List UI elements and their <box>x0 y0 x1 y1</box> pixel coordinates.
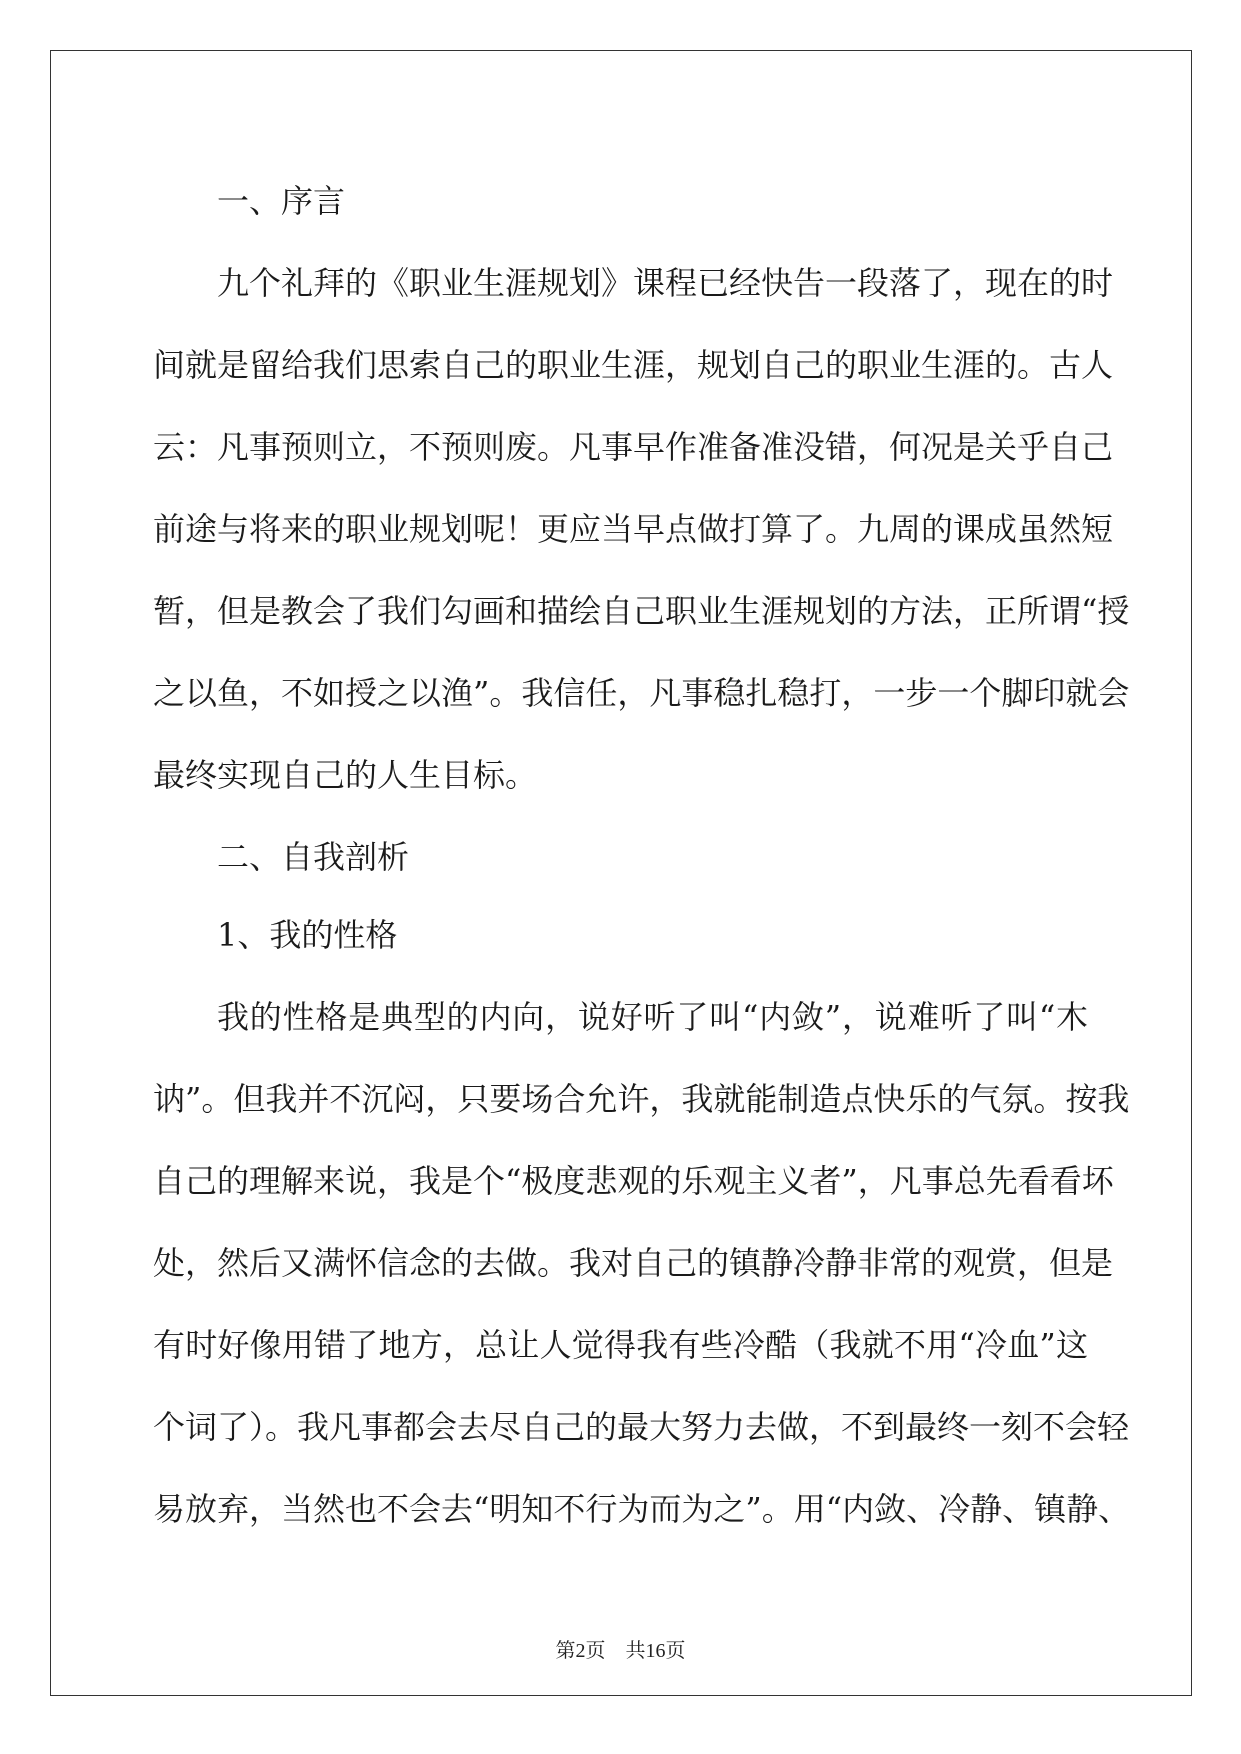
paragraph-line: 暂，但是教会了我们勾画和描绘自己职业生涯规划的方法，正所谓“授 <box>153 592 1130 630</box>
document-body <box>153 160 1131 1550</box>
subheading-personality: 1、我的性格 <box>217 916 398 954</box>
paragraph-line: 云：凡事预则立，不预则废。凡事早作准备准没错，何况是关乎自己 <box>153 428 1114 466</box>
heading-preface: 一、序言 <box>217 182 346 220</box>
paragraph-line: 我的性格是典型的内向，说好听了叫“内敛”，说难听了叫“木 <box>217 998 1088 1036</box>
paragraph-line: 自己的理解来说，我是个“极度悲观的乐观主义者”，凡事总先看看坏 <box>153 1162 1114 1200</box>
paragraph-line: 前途与将来的职业规划呢！更应当早点做打算了。九周的课成虽然短 <box>153 510 1114 548</box>
paragraph-line: 之以鱼，不如授之以渔”。我信任，凡事稳扎稳打，一步一个脚印就会 <box>153 674 1130 712</box>
paragraph-line: 处，然后又满怀信念的去做。我对自己的镇静冷静非常的观赏，但是 <box>153 1244 1114 1282</box>
paragraph-line: 最终实现自己的人生目标。 <box>153 756 538 794</box>
paragraph-line: 九个礼拜的《职业生涯规划》课程已经快告一段落了，现在的时 <box>217 264 1114 302</box>
paragraph-line: 个词了）。我凡事都会去尽自己的最大努力去做，不到最终一刻不会轻 <box>153 1408 1130 1446</box>
page-number-footer: 第2页 共16页 <box>555 1640 686 1662</box>
paragraph-line: 间就是留给我们思索自己的职业生涯，规划自己的职业生涯的。古人 <box>153 346 1114 384</box>
heading-self-analysis: 二、自我剖析 <box>217 838 410 876</box>
paragraph-line: 讷”。但我并不沉闷，只要场合允许，我就能制造点快乐的气氛。按我 <box>153 1080 1130 1118</box>
paragraph-line: 易放弃，当然也不会去“明知不行为而为之”。用“内敛、冷静、镇静、 <box>153 1490 1131 1528</box>
paragraph-line: 有时好像用错了地方，总让人觉得我有些冷酷（我就不用“冷血”这 <box>153 1326 1088 1364</box>
